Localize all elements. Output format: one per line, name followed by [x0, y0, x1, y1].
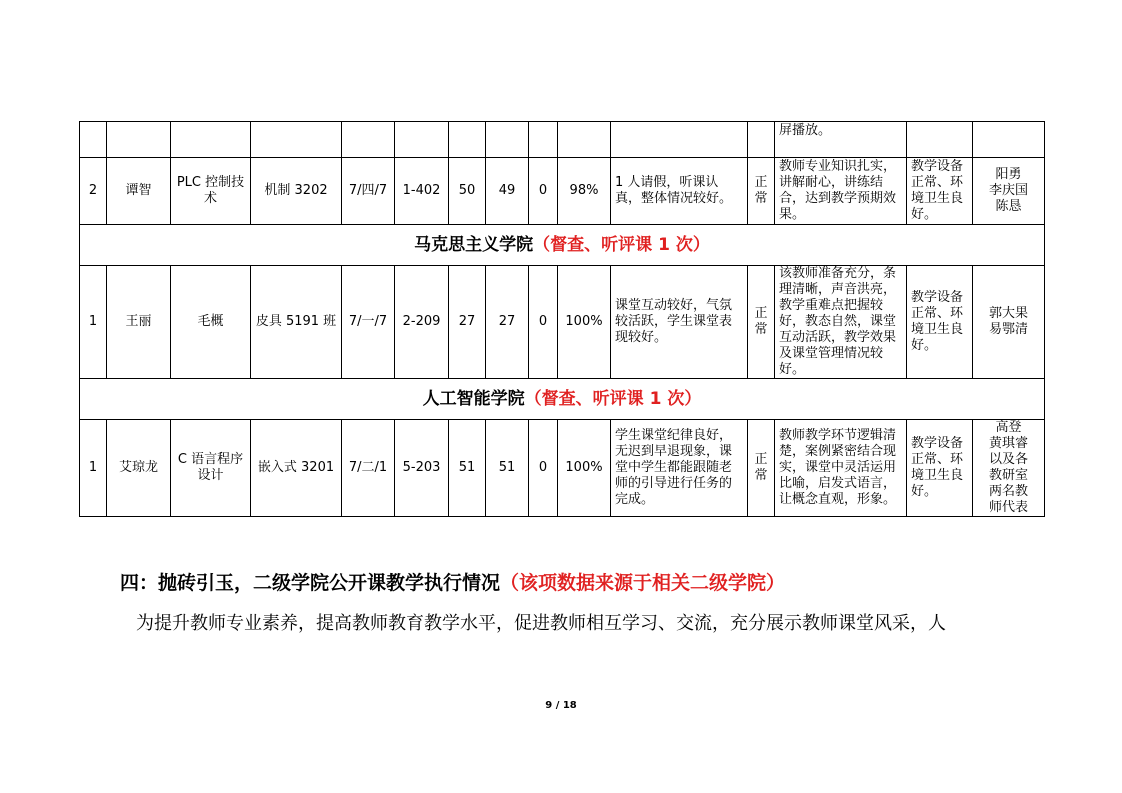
status-cell: 正常: [748, 420, 775, 517]
section-row: [80, 379, 1045, 420]
section-heading-note: （该项数据来源于相关二级学院）: [500, 572, 786, 594]
table-row: [80, 122, 1045, 158]
room-cell: 5-203: [395, 420, 449, 517]
cell: [395, 122, 449, 158]
section-name: 马克思主义学院: [414, 235, 534, 255]
class-cell: 机制 3202: [251, 158, 342, 225]
table-row: [80, 266, 1045, 379]
body-paragraph: 为提升教师专业素养，提高教师教育教学水平，促进教师相互学习、交流，充分展示教师课堂风采，人: [136, 613, 946, 634]
inspection-table: [79, 121, 1045, 517]
environment-cell: 教学设备正常、环境卫生良好。: [907, 158, 973, 225]
environment-cell: 教学设备正常、环境卫生良好。: [907, 420, 973, 517]
section-name: 人工智能学院: [422, 389, 525, 409]
absent-cell: 0: [529, 266, 558, 379]
should-attend-cell: 51: [449, 420, 486, 517]
number-cell: 2: [80, 158, 107, 225]
number-cell: 1: [80, 420, 107, 517]
rate-cell: 98%: [558, 158, 611, 225]
teacher-cell: 谭智: [107, 158, 171, 225]
actual-attend-cell: 51: [486, 420, 529, 517]
class-cell: 嵌入式 3201: [251, 420, 342, 517]
date-cell: 7/一/7: [342, 266, 395, 379]
table-row: [80, 420, 1045, 517]
teacher-cell: 王丽: [107, 266, 171, 379]
section-heading-text: 四：抛砖引玉，二级学院公开课教学执行情况: [120, 572, 501, 594]
section-note: （督查、听评课 1 次）: [524, 389, 702, 409]
inspectors-cell: 高登 黄琪睿 以及各 教研室 两名教 师代表: [973, 420, 1045, 517]
inspection-table-container: [79, 121, 1044, 517]
teaching-cell: 该教师准备充分，条理清晰，声音洪亮，教学重难点把握较好，教态自然，课堂互动活跃，教学效果及课堂管理情况较好。: [775, 266, 907, 379]
cell: [107, 122, 171, 158]
teaching-cell: 屏播放。: [775, 122, 907, 158]
date-cell: 7/二/1: [342, 420, 395, 517]
course-cell: 毛概: [171, 266, 251, 379]
status-cell: 正常: [748, 266, 775, 379]
page-number: 9 / 18: [545, 700, 577, 711]
section-heading: [120, 568, 785, 595]
cell: [171, 122, 251, 158]
actual-attend-cell: 49: [486, 158, 529, 225]
section-row: [80, 225, 1045, 266]
teacher-cell: 艾琼龙: [107, 420, 171, 517]
teaching-cell: 教师教学环节逻辑清楚，案例紧密结合现实，课堂中灵活运用比喻，启发式语言，让概念直观，形象。: [775, 420, 907, 517]
cell: [486, 122, 529, 158]
course-cell: PLC 控制技术: [171, 158, 251, 225]
environment-cell: 教学设备正常、环境卫生良好。: [907, 266, 973, 379]
cell: [973, 122, 1045, 158]
actual-attend-cell: 27: [486, 266, 529, 379]
cell: [748, 122, 775, 158]
section-note: （督查、听评课 1 次）: [533, 235, 710, 255]
situation-cell: 学生课堂纪律良好，无迟到早退现象，课堂中学生都能跟随老师的引导进行任务的完成。: [611, 420, 748, 517]
cell: [558, 122, 611, 158]
absent-cell: 0: [529, 420, 558, 517]
number-cell: 1: [80, 266, 107, 379]
cell: [907, 122, 973, 158]
rate-cell: 100%: [558, 266, 611, 379]
inspectors-cell: 郭大果 易鄂清: [973, 266, 1045, 379]
course-cell: C 语言程序设计: [171, 420, 251, 517]
room-cell: 2-209: [395, 266, 449, 379]
cell: [449, 122, 486, 158]
should-attend-cell: 27: [449, 266, 486, 379]
status-cell: 正常: [748, 158, 775, 225]
should-attend-cell: 50: [449, 158, 486, 225]
cell: [251, 122, 342, 158]
table-row: [80, 158, 1045, 225]
section-title-ai: [80, 379, 1045, 420]
cell: [342, 122, 395, 158]
rate-cell: 100%: [558, 420, 611, 517]
date-cell: 7/四/7: [342, 158, 395, 225]
cell: [529, 122, 558, 158]
absent-cell: 0: [529, 158, 558, 225]
class-cell: 皮具 5191 班: [251, 266, 342, 379]
teaching-cell: 教师专业知识扎实，讲解耐心，讲练结合，达到教学预期效果。: [775, 158, 907, 225]
section-title-marx: [80, 225, 1045, 266]
inspectors-cell: 阳勇 李庆国 陈恳: [973, 158, 1045, 225]
situation-cell: 1 人请假，听课认真，整体情况较好。: [611, 158, 748, 225]
room-cell: 1-402: [395, 158, 449, 225]
cell: [611, 122, 748, 158]
situation-cell: 课堂互动较好，气氛较活跃，学生课堂表现较好。: [611, 266, 748, 379]
cell: [80, 122, 107, 158]
